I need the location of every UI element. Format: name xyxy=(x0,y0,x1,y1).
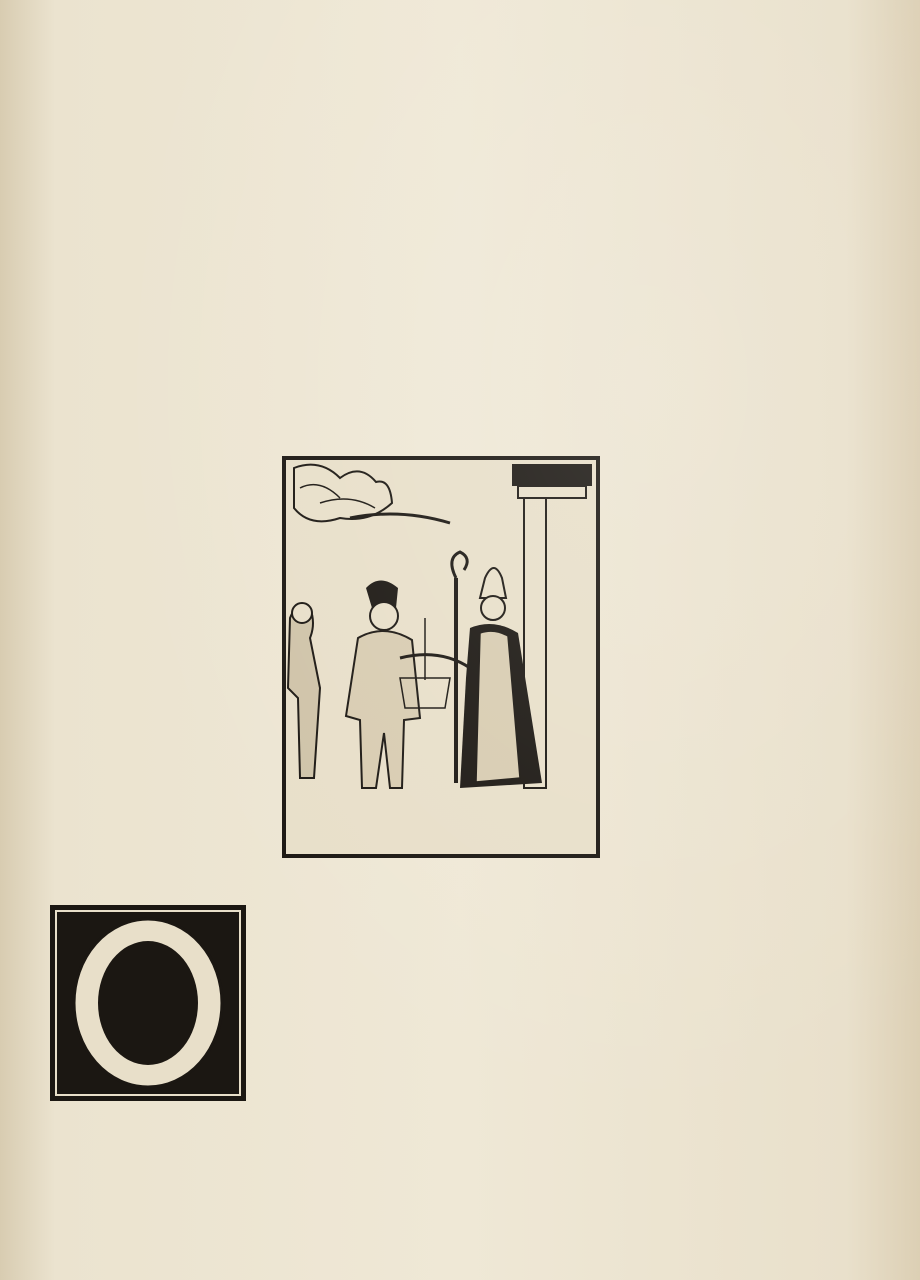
ornamental-border-band xyxy=(30,55,830,137)
decorated-initial-o xyxy=(48,903,248,1103)
fleuron-column-right xyxy=(630,462,720,870)
woodcut-illustration xyxy=(280,448,602,860)
fleuron-column-left xyxy=(163,462,253,870)
